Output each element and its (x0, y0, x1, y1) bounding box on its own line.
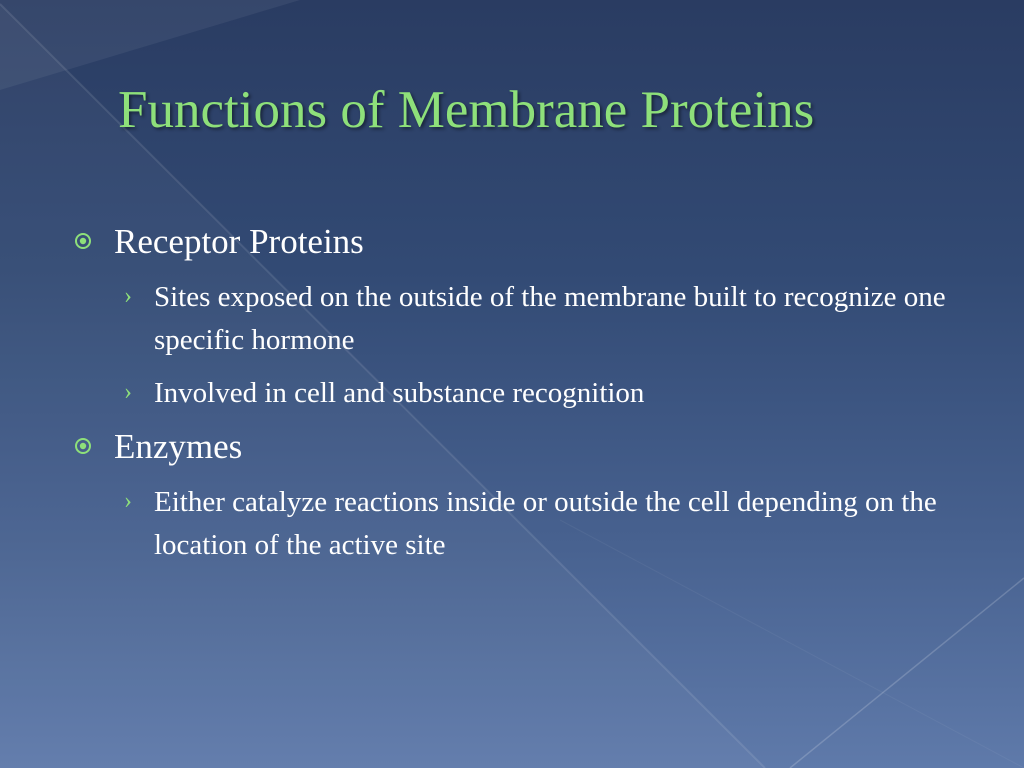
sub-bullet (72, 481, 972, 567)
bullet-label: Enzymes (114, 427, 243, 466)
circle-dot-icon (74, 437, 92, 455)
sub-bullet (72, 372, 972, 415)
sub-bullet (72, 276, 972, 362)
chevron-right-icon: › (124, 488, 132, 514)
chevron-right-icon: › (124, 283, 132, 309)
slide-title: Functions of Membrane Proteins (118, 81, 815, 139)
chevron-right-icon: › (124, 379, 132, 405)
sub-bullet-text: Sites exposed on the outside of the membrane built to recognize one specific hormone (154, 281, 946, 356)
bullet-enzymes (72, 425, 972, 469)
bullet-list (72, 220, 972, 577)
bullet-receptor-proteins (72, 220, 972, 264)
sub-list-receptor-proteins (72, 276, 972, 415)
circle-dot-icon (74, 232, 92, 250)
sub-bullet-text: Either catalyze reactions inside or outside the cell depending on the location of the active site (154, 486, 937, 561)
sub-list-enzymes (72, 481, 972, 567)
bullet-label: Receptor Proteins (114, 222, 364, 261)
sub-bullet-text: Involved in cell and substance recognition (154, 377, 645, 409)
